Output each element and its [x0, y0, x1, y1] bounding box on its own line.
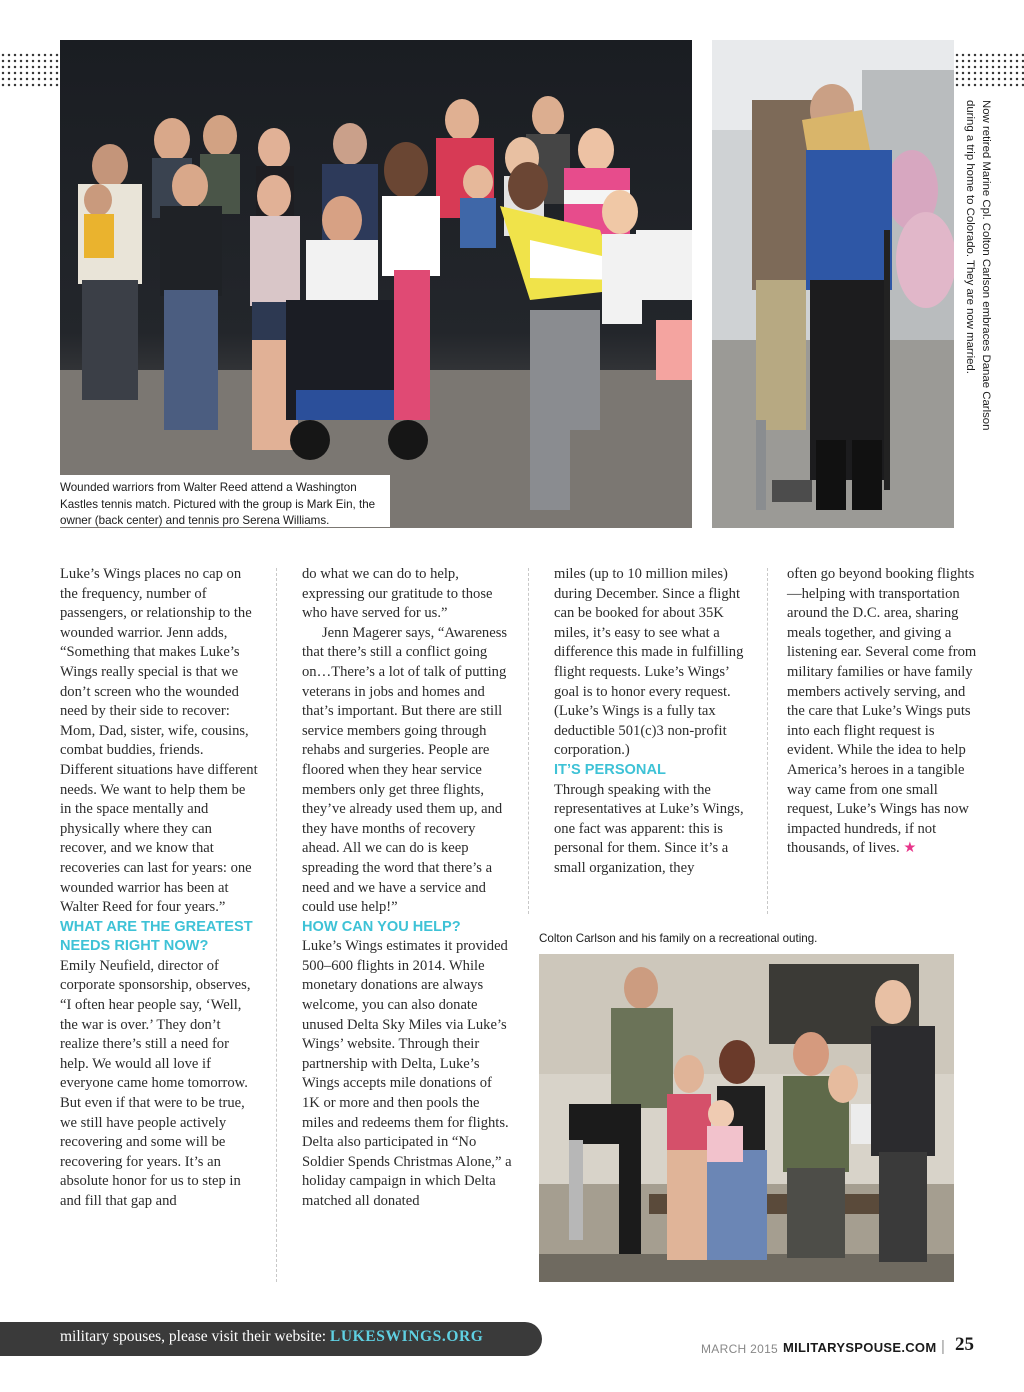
column-divider	[276, 568, 277, 1282]
photo-caption-family: Colton Carlson and his family on a recreational outing.	[539, 932, 818, 945]
lukeswings-link[interactable]: LUKESWINGS.ORG	[329, 1328, 484, 1345]
footer-issue: MARCH 2015	[701, 1342, 779, 1356]
photo-caption-walter-reed: Wounded warriors from Walter Reed attend a Washington Kastles tennis match. Pictured with the group is Mark Ein, the owner (back center) and tennis pro Serena Williams.	[60, 475, 390, 527]
subheading-how-can-you-help: HOW CAN YOU HELP?	[302, 918, 461, 935]
end-star-icon: ★	[903, 840, 917, 857]
paragraph: Through speaking with the representatives at Luke’s Wings, one fact was apparent: this is personal for them. Since it’s a small organization, they	[554, 781, 744, 876]
column-divider	[528, 568, 529, 914]
dot-pattern-left	[0, 52, 60, 88]
subheading-greatest-needs: WHAT ARE THE GREATEST NEEDS RIGHT NOW?	[60, 918, 253, 955]
promo-text: military spouses, please visit their website:	[60, 1328, 327, 1345]
photo-walter-reed-group	[60, 40, 692, 528]
paragraph: Luke’s Wings estimates it provided 500–600 flights in 2014. While monetary donations are always welcome, you can also donate unused Delta Sky Miles via Luke’s Wings’ website. Through their partnership with Delta, Luke’s Wings accepts mile donations of 1K or more and then pools the miles and redeems them for flights. Delta also participated in “No Soldier Spends Christmas Alone,” a holiday campaign in which Delta matched all donated	[302, 938, 512, 1209]
paragraph: Emily Neufield, director of corporate sponsorship, observes, “I often hear people say, ‘Well, the war is over.’ They don’t realize there’s still a need for help. We would all love if everyone came home tomorrow. But even if that were to be true, we still have people actively recovering and some will be recovering for years. It’s an absolute honor for us to step in and fill that gap and	[60, 957, 251, 1209]
dot-pattern-right	[954, 52, 1024, 88]
paragraph: do what we can do to help, expressing our gratitude to those who have served for us.”	[302, 566, 493, 622]
footer-site: MILITARYSPOUSE.COM	[783, 1340, 937, 1355]
footer-separator: |	[941, 1338, 945, 1355]
website-promo-bar	[0, 1322, 542, 1356]
photo-carlson-family	[539, 954, 954, 1282]
photo-carlson-embrace	[712, 40, 954, 528]
paragraph: miles (up to 10 million miles) during December. Since a flight can be booked for about 35K miles, it’s easy to see what a difference this made in fulfilling flight requests. Luke’s Wings’ goal is to honor every request. (Luke’s Wings is a fully tax deductible 501(c)3 non-profit corporation.)	[554, 566, 744, 759]
article-column-3	[554, 565, 754, 879]
paragraph: Luke’s Wings places no cap on the frequency, number of passengers, or relationship to the wounded warrior. Jenn adds, “Something that makes Luke’s Wings really special is that we don’t screen who the wounded need by their side to recover: Mom, Dad, sister, wife, cousins, combat buddies, friends. Different situations have different needs. We want to help them be in the space mentally and physically where they can recover, and we know that recoveries can last for years: one wounded warrior has been at Walter Reed for four years.”	[60, 566, 258, 916]
article-column-4	[787, 565, 977, 859]
subheading-its-personal: IT’S PERSONAL	[554, 761, 666, 778]
article-column-2	[302, 565, 512, 1212]
photo-caption-carlson-embrace: Now retired Marine Cpl. Colton Carlson embraces Danae Carlson during a trip home to Colorado. They are now married.	[964, 100, 992, 431]
paragraph: often go beyond booking flights—helping with transportation around the D.C. area, sharing meals together, and giving a listening ear. Several come from military families or have family members actively serving, and the care that Luke’s Wings puts into each flight request is evident. While the idea to help America’s heroes in a tangible way came from one small request, Luke’s Wings has now impacted hundreds, if not thousands, of lives. ★	[787, 566, 977, 857]
column-divider	[767, 568, 768, 914]
page-number: 25	[955, 1334, 974, 1355]
article-column-1	[60, 565, 260, 1212]
paragraph: Jenn Magerer says, “Awareness that there’s still a conflict going on…There’s a lot of talk of putting veterans in jobs and homes and that’s important. But there are still service members going through rehabs and surgeries. People are floored when they hear service members only get three flights, they’ve already used them up, and they have months of recovery ahead. All we can do is keep spreading the word that there’s a need and we have a service and could use help!”	[302, 624, 508, 916]
